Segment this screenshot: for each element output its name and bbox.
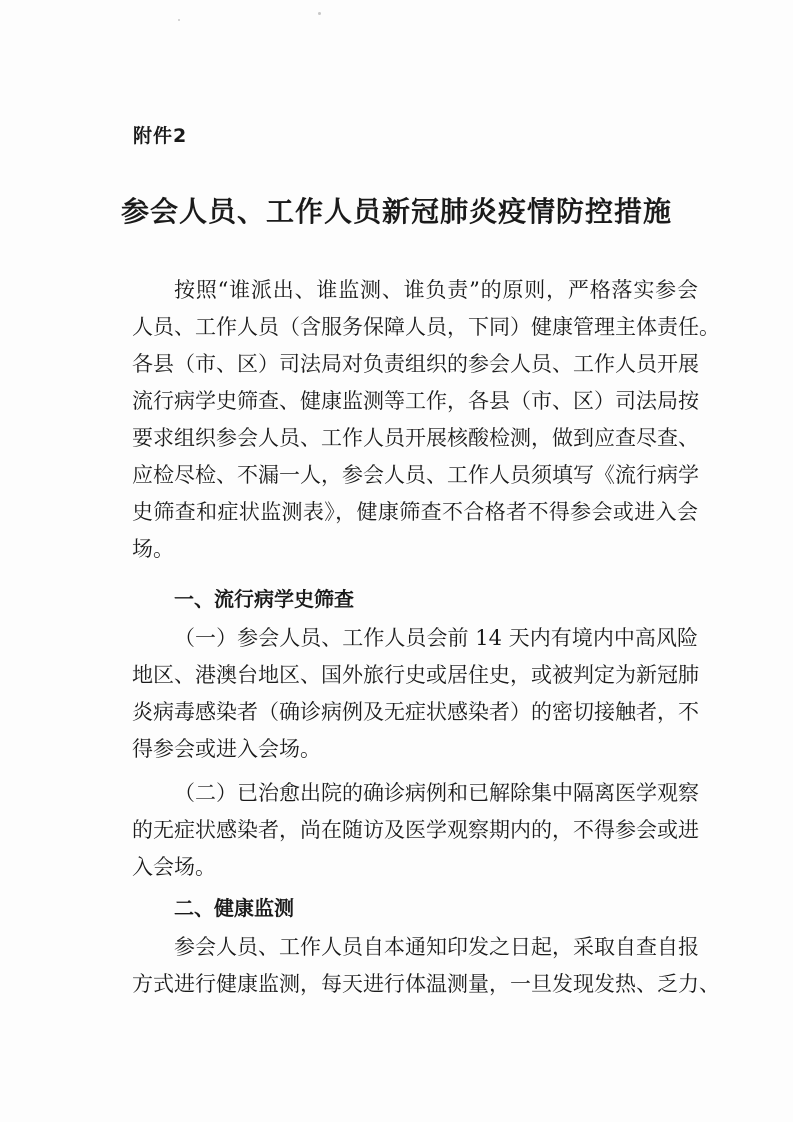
document-title: 参会人员、工作人员新冠肺炎疫情防控措施 bbox=[120, 195, 672, 228]
paragraph-line: （一）参会人员、工作人员会前 14 天内有境内中高风险 bbox=[174, 626, 698, 650]
paragraph-line: （二）已治愈出院的确诊病例和已解除集中隔离医学观察 bbox=[174, 781, 699, 805]
paragraph-line: 参会人员、工作人员自本通知印发之日起，采取自查自报 bbox=[174, 935, 699, 959]
section-heading-epidemiology: 一、流行病学史筛查 bbox=[174, 587, 354, 611]
attachment-label: 附件2 bbox=[133, 125, 188, 147]
section-heading-health-monitoring: 二、健康监测 bbox=[174, 896, 294, 920]
paragraph-line: 得参会或进入会场。 bbox=[132, 737, 321, 761]
scan-speck bbox=[318, 12, 321, 15]
paragraph-line: 流行病学史筛查、健康监测等工作，各县（市、区）司法局按 bbox=[132, 389, 699, 413]
paragraph-line: 应检尽检、不漏一人，参会人员、工作人员须填写《流行病学 bbox=[132, 463, 699, 487]
paragraph-line: 人员、工作人员（含服务保障人员，下同）健康管理主体责任。 bbox=[132, 315, 720, 339]
paragraph-line: 炎病毒感染者（确诊病例及无症状感染者）的密切接触者，不 bbox=[132, 700, 699, 724]
paragraph-line: 的无症状感染者，尚在随访及医学观察期内的，不得参会或进 bbox=[132, 818, 699, 842]
paragraph-line: 要求组织参会人员、工作人员开展核酸检测，做到应查尽查、 bbox=[132, 426, 699, 450]
paragraph-line: 地区、港澳台地区、国外旅行史或居住史，或被判定为新冠肺 bbox=[132, 663, 699, 687]
paragraph-line: 入会场。 bbox=[132, 855, 216, 879]
paragraph-line: 场。 bbox=[132, 537, 174, 561]
paragraph-line: 按照“谁派出、谁监测、谁负责”的原则，严格落实参会 bbox=[174, 278, 698, 302]
paragraph-line: 史筛查和症状监测表》，健康筛查不合格者不得参会或进入会 bbox=[132, 500, 698, 524]
paragraph-line: 方式进行健康监测，每天进行体温测量，一旦发现发热、乏力、 bbox=[132, 972, 720, 996]
paragraph-line: 各县（市、区）司法局对负责组织的参会人员、工作人员开展 bbox=[132, 352, 699, 376]
scan-speck bbox=[178, 19, 180, 21]
